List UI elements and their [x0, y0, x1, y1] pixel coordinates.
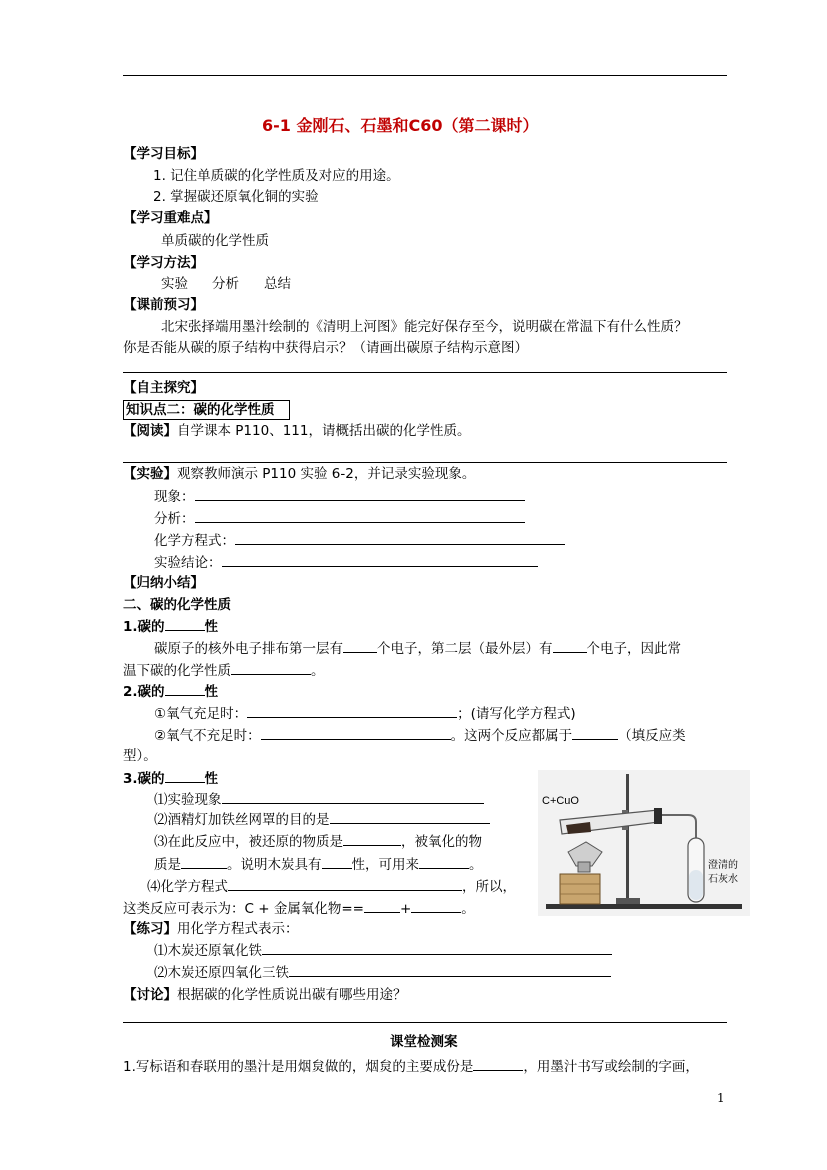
p2-line-2 [154, 726, 686, 745]
practice-item-1 [154, 941, 612, 960]
p3-item-4 [154, 855, 483, 874]
blank[interactable] [343, 832, 401, 846]
text: 。 [311, 663, 325, 679]
method-item-2: 分析 [212, 276, 239, 292]
text: 个电子，因此常 [586, 641, 681, 657]
discuss-line [123, 986, 407, 1004]
blank[interactable] [165, 682, 205, 696]
p2-title-a: 2.碳的 [123, 684, 165, 700]
discuss-text: 根据碳的化学性质说出碳有哪些用途？ [177, 987, 407, 1003]
p1-title-a: 1.碳的 [123, 619, 165, 635]
p3-item-3 [154, 832, 482, 851]
practice-text: 用化学方程式表示： [177, 921, 299, 937]
preview-line-2: 你是否能从碳的原子结构中获得启示？（请画出碳原子结构示意图） [123, 340, 528, 356]
experiment-text: 观察教师演示 P110 实验 6-2，并记录实验现象。 [177, 466, 476, 482]
blank[interactable] [165, 617, 205, 631]
text: ；(请写化学方程式) [457, 706, 576, 722]
field-phenomenon [154, 487, 525, 506]
blank[interactable] [235, 531, 565, 545]
blank[interactable] [195, 487, 525, 501]
text: 。 [461, 901, 475, 917]
p3-item-5 [147, 877, 516, 896]
blank[interactable] [222, 553, 538, 567]
p3-title [123, 769, 218, 788]
page-number: 1 [717, 1091, 725, 1105]
text: ，所以， [462, 879, 516, 895]
blank[interactable] [572, 726, 618, 740]
divider-2 [123, 462, 727, 463]
blank[interactable] [419, 855, 469, 869]
text: 质是 [154, 857, 181, 873]
p2-title [123, 682, 218, 701]
figure-limewater-label-2: 石灰水 [708, 874, 738, 885]
blank[interactable] [231, 661, 311, 675]
blank[interactable] [222, 790, 484, 804]
field-conclusion [154, 553, 538, 572]
preview-line-1: 北宋张择端用墨汁绘制的《清明上河图》能完好保存至今，说明碳在常温下有什么性质？ [161, 319, 688, 335]
figure-limewater-label-1: 澄清的 [708, 860, 738, 871]
p1-title [123, 617, 218, 636]
text: 。 [469, 857, 483, 873]
blank[interactable] [165, 769, 205, 783]
practice-line [123, 920, 299, 938]
text: 个电子，第二层（最外层）有 [377, 641, 553, 657]
text: ，用墨汁书写或绘制的字画， [523, 1059, 699, 1075]
text: 性，可用来 [351, 857, 419, 873]
p3-item-6 [123, 899, 475, 918]
text: ⑷化学方程式 [147, 879, 228, 895]
p2-line-1 [154, 704, 576, 723]
key-heading: 【学习重难点】 [123, 210, 218, 226]
practice-tag: 【练习】 [123, 921, 177, 937]
field-label: 实验结论： [154, 555, 222, 571]
blank[interactable] [364, 899, 400, 913]
header-rule [123, 75, 727, 76]
text: ⑵木炭还原四氧化三铁 [154, 965, 289, 981]
p1-line-2 [123, 661, 325, 680]
p3-title-b: 性 [204, 771, 219, 787]
text: 。说明木炭具有 [227, 857, 322, 873]
text: ①氧气充足时： [154, 706, 248, 722]
blank[interactable] [343, 639, 377, 653]
blank[interactable] [473, 1057, 523, 1071]
text: ⑵酒精灯加铁丝网罩的目的是 [154, 812, 330, 828]
check-heading: 课堂检测案 [390, 1034, 458, 1050]
field-label: 现象： [154, 489, 195, 505]
text: + [399, 901, 412, 917]
discuss-tag: 【讨论】 [123, 987, 177, 1003]
blank[interactable] [195, 509, 525, 523]
method-item-1: 实验 [161, 276, 188, 292]
text: （填反应类 [618, 728, 686, 744]
text: 。这两个反应都属于 [450, 728, 573, 744]
read-tag: 【阅读】 [123, 423, 177, 439]
text: ⑶在此反应中，被还原的物质是 [154, 834, 343, 850]
goals-heading: 【学习目标】 [123, 146, 204, 162]
text: 温下碳的化学性质 [123, 663, 231, 679]
goal-item-2: 2. 掌握碳还原氧化铜的实验 [153, 189, 319, 205]
p2-line-3: 型）。 [123, 748, 157, 764]
text: ②氧气不充足时： [154, 728, 261, 744]
read-text: 自学课本 P110、111，请概括出碳的化学性质。 [177, 423, 471, 439]
field-analysis [154, 509, 525, 528]
p3-title-a: 3.碳的 [123, 771, 165, 787]
text: ，被氧化的物 [401, 834, 482, 850]
blank[interactable] [262, 941, 612, 955]
blank[interactable] [247, 704, 457, 718]
blank[interactable] [261, 726, 451, 740]
page-title: 6-1 金刚石、石墨和C60（第二课时） [262, 116, 539, 135]
p1-line-1 [154, 639, 681, 658]
blank[interactable] [322, 855, 352, 869]
explore-heading: 【自主探究】 [123, 380, 204, 396]
text: 1.写标语和春联用的墨汁是用烟炱做的，烟炱的主要成份是 [123, 1059, 474, 1075]
knowledge-point-box: 知识点二：碳的化学性质 [123, 400, 290, 420]
blank[interactable] [228, 877, 462, 891]
experiment-line [123, 465, 475, 483]
blank[interactable] [553, 639, 587, 653]
text: ⑴木炭还原氧化铁 [154, 943, 262, 959]
p2-title-b: 性 [204, 684, 219, 700]
p1-title-b: 性 [204, 619, 219, 635]
p3-item-1 [154, 790, 484, 809]
preview-heading: 【课前预习】 [123, 297, 204, 313]
blank[interactable] [181, 855, 227, 869]
goal-item-1: 1. 记住单质碳的化学性质及对应的用途。 [153, 168, 400, 184]
text: 这类反应可表示为：C + 金属氧化物== [123, 901, 364, 917]
section-title: 二、碳的化学性质 [123, 597, 231, 613]
check-question-1 [123, 1057, 699, 1076]
field-equation [154, 531, 565, 550]
text: ⑴实验现象 [154, 792, 222, 808]
field-label: 分析： [154, 511, 195, 527]
read-line [123, 422, 470, 440]
practice-item-2 [154, 963, 611, 982]
p3-item-2 [154, 810, 490, 829]
blank[interactable] [330, 810, 490, 824]
figure-reactants-label: C+CuO [542, 795, 579, 807]
method-item-3: 总结 [264, 276, 291, 292]
divider-3 [123, 1022, 727, 1023]
apparatus-figure [538, 770, 750, 916]
blank[interactable] [289, 963, 611, 977]
blank[interactable] [411, 899, 461, 913]
text: 碳原子的核外电子排布第一层有 [154, 641, 343, 657]
field-label: 化学方程式： [154, 533, 235, 549]
key-text: 单质碳的化学性质 [161, 233, 269, 249]
method-heading: 【学习方法】 [123, 255, 204, 271]
divider-1 [123, 372, 727, 373]
experiment-tag: 【实验】 [123, 466, 177, 482]
summary-heading: 【归纳小结】 [123, 575, 204, 591]
